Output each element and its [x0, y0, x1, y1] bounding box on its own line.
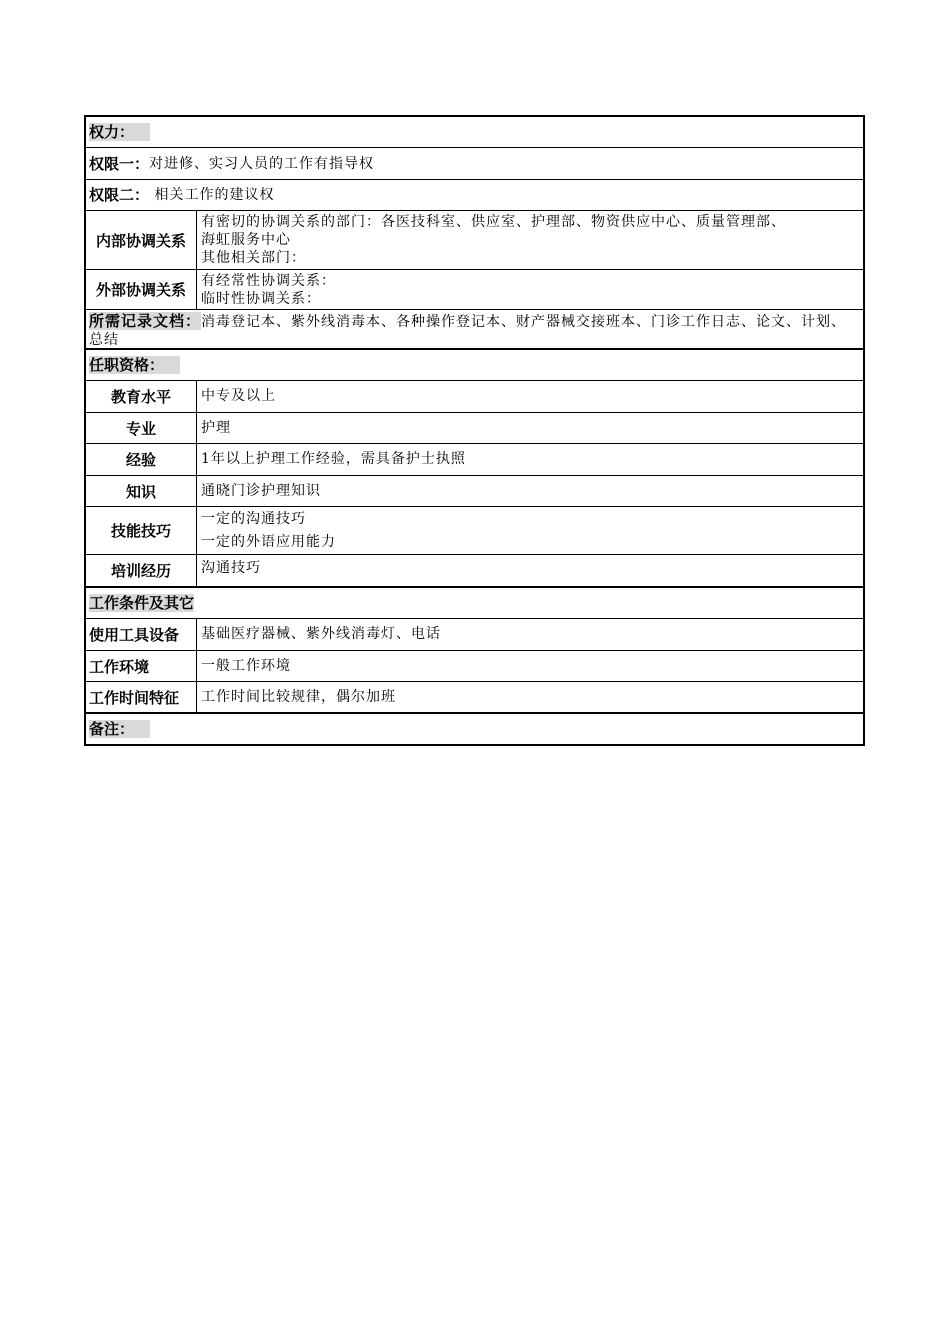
- internal-line-1: 有密切的协调关系的部门：各医技科室、供应室、护理部、物资供应中心、质量管理部、: [201, 214, 786, 230]
- authority-limit1-row: [86, 148, 863, 180]
- education-value: 中专及以上: [201, 388, 276, 404]
- authority-limit2-row: [86, 180, 863, 211]
- external-coordination-row: [86, 270, 863, 310]
- education-row: [86, 381, 863, 413]
- authority-heading-row: [86, 117, 863, 148]
- experience-label: 经验: [86, 444, 197, 475]
- skills-line-1: 一定的沟通技巧: [201, 510, 306, 527]
- conditions-heading-row: [86, 588, 863, 619]
- tools-label: 使用工具设备: [86, 619, 197, 650]
- remarks-row: [86, 714, 863, 744]
- work-time-row: [86, 682, 863, 714]
- tools-value: 基础医疗器械、紫外线消毒灯、电话: [201, 626, 441, 642]
- internal-line-3: 其他相关部门：: [201, 250, 306, 266]
- work-time-label: 工作时间特征: [86, 682, 197, 712]
- skills-row: [86, 507, 863, 555]
- work-time-value: 工作时间比较规律，偶尔加班: [201, 688, 396, 705]
- knowledge-row: [86, 476, 863, 507]
- major-row: [86, 413, 863, 444]
- qualifications-heading: 任职资格：: [89, 356, 180, 374]
- limit1-value: 对进修、实习人员的工作有指导权: [149, 155, 375, 172]
- authority-heading: 权力：: [89, 123, 150, 141]
- qualifications-heading-row: [86, 350, 863, 381]
- limit2-value: 相关工作的建议权: [149, 187, 275, 203]
- environment-value: 一般工作环境: [201, 657, 291, 674]
- limit1-label: 权限一：: [89, 154, 150, 173]
- internal-coordination-label: 内部协调关系: [86, 211, 197, 269]
- environment-label: 工作环境: [86, 651, 197, 681]
- training-label: 培训经历: [86, 555, 197, 586]
- internal-line-2: 海虹服务中心: [201, 232, 291, 248]
- job-description-table: [84, 115, 865, 746]
- records-row: [86, 310, 863, 350]
- environment-row: [86, 651, 863, 682]
- external-coordination-label: 外部协调关系: [86, 270, 197, 309]
- education-label: 教育水平: [86, 381, 197, 412]
- experience-row: [86, 444, 863, 476]
- tools-row: [86, 619, 863, 651]
- knowledge-value: 通晓门诊护理知识: [201, 482, 321, 499]
- skills-line-2: 一定的外语应用能力: [201, 533, 336, 550]
- major-label: 专业: [86, 413, 197, 443]
- limit2-label: 权限二：: [89, 186, 150, 204]
- experience-value: 1年以上护理工作经验，需具备护士执照: [201, 451, 466, 467]
- remarks-heading: 备注：: [89, 720, 150, 738]
- training-value: 沟通技巧: [201, 560, 261, 576]
- external-line-1: 有经常性协调关系：: [201, 272, 336, 289]
- knowledge-label: 知识: [86, 476, 197, 506]
- records-label: 所需记录文档：: [89, 312, 202, 330]
- external-line-2: 临时性协调关系：: [201, 290, 321, 307]
- records-value: 消毒登记本、紫外线消毒本、各种操作登记本、财产器械交接班本、门诊工作日志、论文、计划、总结: [89, 314, 847, 348]
- major-value: 护理: [201, 419, 231, 436]
- conditions-heading: 工作条件及其它: [89, 594, 195, 612]
- skills-label: 技能技巧: [86, 507, 197, 554]
- internal-coordination-row: [86, 211, 863, 270]
- training-row: [86, 555, 863, 588]
